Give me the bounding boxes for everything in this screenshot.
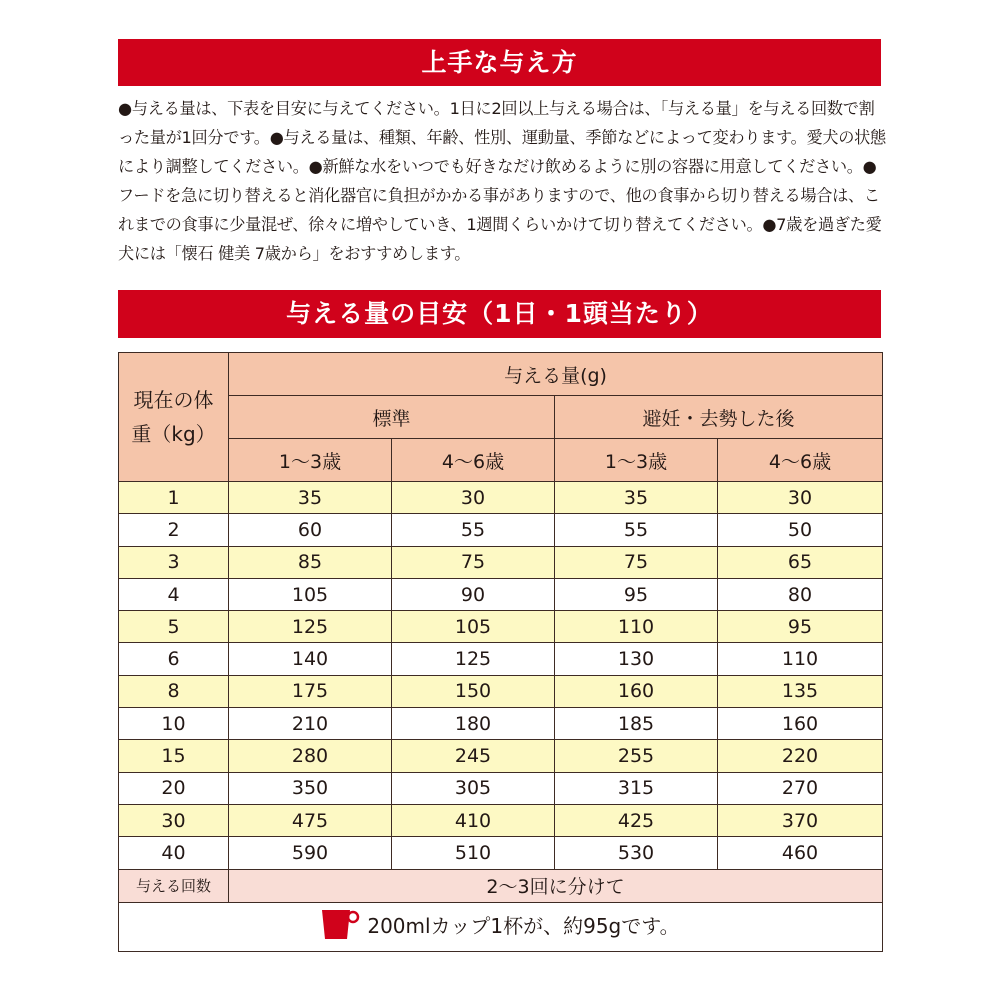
weight-cell: 4 xyxy=(119,578,229,610)
cup-icon xyxy=(321,908,361,940)
table-row xyxy=(119,804,883,836)
section-title-feeding-guide: 上手な与え方 xyxy=(118,39,881,86)
amount-cell: 65 xyxy=(718,546,883,578)
table-row xyxy=(119,611,883,643)
amount-cell: 85 xyxy=(229,546,392,578)
table-row xyxy=(119,482,883,514)
weight-cell: 20 xyxy=(119,772,229,804)
amount-cell: 95 xyxy=(555,578,718,610)
amount-cell: 475 xyxy=(229,804,392,836)
weight-cell: 2 xyxy=(119,514,229,546)
frequency-label: 与える回数 xyxy=(119,869,229,902)
amount-cell: 530 xyxy=(555,837,718,869)
amount-cell: 105 xyxy=(229,578,392,610)
age-col-header: 4～6歳 xyxy=(392,439,555,482)
weight-cell: 40 xyxy=(119,837,229,869)
amount-cell: 95 xyxy=(718,611,883,643)
section-title-feeding-amount: 与える量の目安（1日・1頭当たり） xyxy=(118,290,881,338)
amount-cell: 255 xyxy=(555,740,718,772)
amount-cell: 135 xyxy=(718,675,883,707)
amount-cell: 410 xyxy=(392,804,555,836)
amount-cell: 460 xyxy=(718,837,883,869)
weight-cell: 8 xyxy=(119,675,229,707)
amount-cell: 130 xyxy=(555,643,718,675)
table-row xyxy=(119,546,883,578)
amount-cell: 220 xyxy=(718,740,883,772)
weight-cell: 15 xyxy=(119,740,229,772)
age-col-header: 1～3歳 xyxy=(555,439,718,482)
amount-cell: 35 xyxy=(229,482,392,514)
table-row xyxy=(119,675,883,707)
age-col-header: 4～6歳 xyxy=(718,439,883,482)
amount-cell: 180 xyxy=(392,708,555,740)
amount-cell: 160 xyxy=(555,675,718,707)
amount-cell: 55 xyxy=(392,514,555,546)
amount-cell: 35 xyxy=(555,482,718,514)
feeding-table xyxy=(118,352,883,952)
table-row xyxy=(119,643,883,675)
amount-cell: 50 xyxy=(718,514,883,546)
group-standard-header: 標準 xyxy=(229,396,555,439)
amount-cell: 315 xyxy=(555,772,718,804)
amount-cell: 270 xyxy=(718,772,883,804)
group-neutered-header: 避妊・去勢した後 xyxy=(555,396,883,439)
table-row xyxy=(119,578,883,610)
amount-cell: 125 xyxy=(229,611,392,643)
table-row xyxy=(119,740,883,772)
table-row xyxy=(119,514,883,546)
amount-header: 与える量(g) xyxy=(229,353,883,396)
amount-cell: 245 xyxy=(392,740,555,772)
amount-cell: 210 xyxy=(229,708,392,740)
amount-cell: 30 xyxy=(718,482,883,514)
amount-cell: 125 xyxy=(392,643,555,675)
amount-cell: 140 xyxy=(229,643,392,675)
amount-cell: 305 xyxy=(392,772,555,804)
amount-cell: 350 xyxy=(229,772,392,804)
weight-cell: 1 xyxy=(119,482,229,514)
amount-cell: 175 xyxy=(229,675,392,707)
amount-cell: 75 xyxy=(555,546,718,578)
amount-cell: 150 xyxy=(392,675,555,707)
weight-cell: 10 xyxy=(119,708,229,740)
frequency-value: 2～3回に分けて xyxy=(229,869,883,902)
amount-cell: 590 xyxy=(229,837,392,869)
amount-cell: 185 xyxy=(555,708,718,740)
cup-note-cell xyxy=(119,902,883,951)
amount-cell: 110 xyxy=(555,611,718,643)
weight-header: 現在の体重（kg） xyxy=(119,353,229,482)
amount-cell: 60 xyxy=(229,514,392,546)
table-row xyxy=(119,837,883,869)
amount-cell: 110 xyxy=(718,643,883,675)
weight-cell: 5 xyxy=(119,611,229,643)
amount-cell: 160 xyxy=(718,708,883,740)
amount-cell: 370 xyxy=(718,804,883,836)
table-row xyxy=(119,772,883,804)
amount-cell: 105 xyxy=(392,611,555,643)
amount-cell: 510 xyxy=(392,837,555,869)
weight-cell: 30 xyxy=(119,804,229,836)
age-col-header: 1～3歳 xyxy=(229,439,392,482)
weight-cell: 3 xyxy=(119,546,229,578)
table-row xyxy=(119,708,883,740)
amount-cell: 90 xyxy=(392,578,555,610)
cup-note: 200mlカップ1杯が、約95gです。 xyxy=(367,913,680,938)
weight-cell: 6 xyxy=(119,643,229,675)
feeding-instructions: ●与える量は、下表を目安に与えてください。1日に2回以上与える場合は、「与える量」を与える回数で割った量が1回分です。●与える量は、種類、年齢、性別、運動量、季節などによって変わります。愛犬の状態により調整してください。●新鮮な水をいつでも好きなだけ飲めるように別の容器に用意してください。●フードを急に切り替えると消化器官に負担がかかる事がありますので、他の食事から切り替える場合は、これまでの食事に少量混ぜ、徐々に増やしていき、1週間くらいかけて切り替えてください。●7歳を過ぎた愛犬には「懐石 健美 7歳から」をおすすめします。 xyxy=(118,99,886,263)
amount-cell: 30 xyxy=(392,482,555,514)
amount-cell: 55 xyxy=(555,514,718,546)
amount-cell: 425 xyxy=(555,804,718,836)
amount-cell: 75 xyxy=(392,546,555,578)
amount-cell: 280 xyxy=(229,740,392,772)
amount-cell: 80 xyxy=(718,578,883,610)
